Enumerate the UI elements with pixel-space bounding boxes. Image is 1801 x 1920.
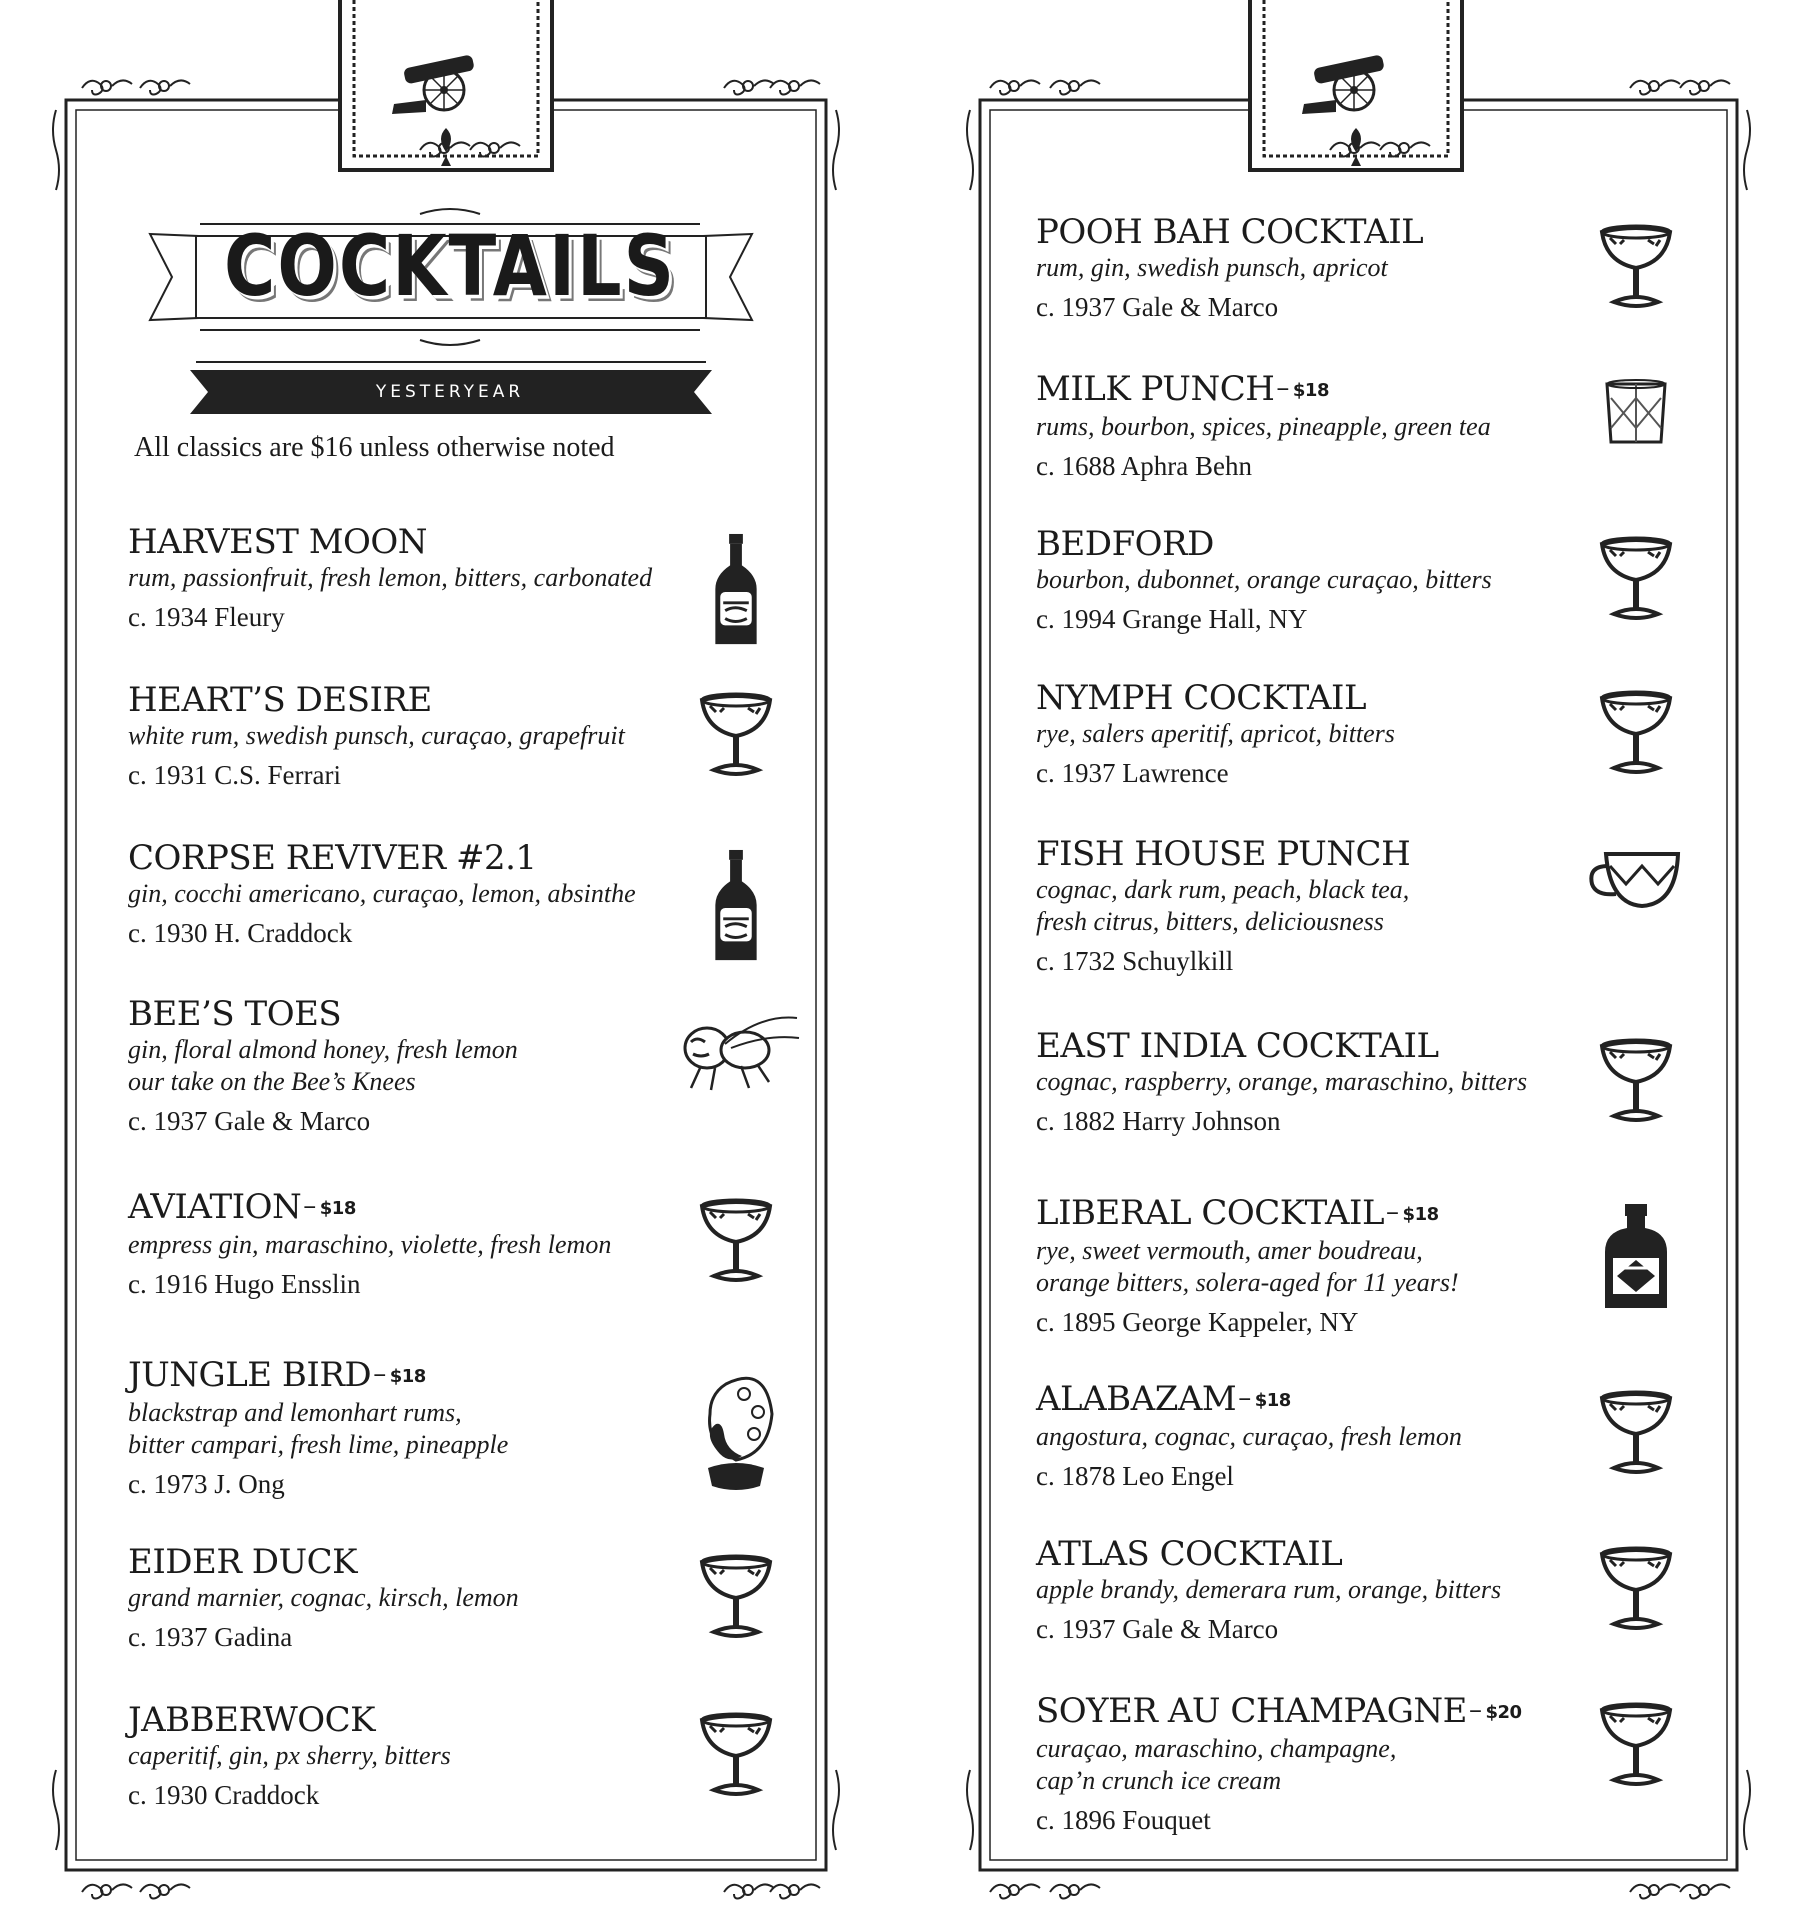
coupe-glass-icon: [1596, 1036, 1676, 1126]
cocktail-name-text: AVIATION: [128, 1187, 302, 1227]
coupe-glass-icon: [1596, 1544, 1676, 1634]
menu-item: [128, 1186, 611, 1301]
peacock-icon: [696, 1364, 776, 1494]
cocktail-price: $18: [1402, 1204, 1439, 1225]
cocktail-origin: c. 1937 Gale & Marco: [1036, 1614, 1279, 1644]
cocktail-ingredients: bitter campari, fresh lime, pineapple: [128, 1430, 509, 1459]
cocktail-price: $18: [319, 1198, 356, 1219]
cocktail-name: [128, 994, 518, 1034]
cocktail-name-text: MILK PUNCH: [1036, 369, 1275, 409]
cocktail-name: [1036, 834, 1410, 874]
cocktail-origin: c. 1973 J. Ong: [128, 1469, 285, 1499]
cocktail-name: [128, 1186, 611, 1229]
cocktail-ingredients: empress gin, maraschino, violette, fresh lemon: [128, 1230, 612, 1259]
cocktail-name-text: EIDER DUCK: [128, 1542, 358, 1582]
cocktail-ingredients: apple brandy, demerara rum, orange, bitters: [1036, 1575, 1502, 1604]
cocktail-name: [128, 680, 625, 720]
cocktail-ingredients: blackstrap and lemonhart rums,: [128, 1398, 462, 1427]
cocktail-ingredients: cognac, dark rum, peach, black tea,: [1036, 875, 1410, 904]
coupe-glass-icon: [1596, 222, 1676, 312]
cocktail-ingredients: gin, cocchi americano, curaçao, lemon, absinthe: [128, 879, 636, 908]
cocktail-name: [128, 1542, 519, 1582]
menu-item: [1036, 368, 1491, 483]
cocktail-name-text: LIBERAL COCKTAIL: [1036, 1193, 1385, 1233]
coupe-glass-icon: [1596, 688, 1676, 778]
cocktail-origin: c. 1937 Gadina: [128, 1622, 293, 1652]
cocktail-ingredients: white rum, swedish punsch, curaçao, grapefruit: [128, 721, 625, 750]
right-menu-page: [900, 0, 1801, 1920]
menu-item: [1036, 1690, 1522, 1837]
menu-item: [1036, 1026, 1527, 1138]
cocktail-name: [1036, 1534, 1501, 1574]
cocktail-ingredients: orange bitters, solera-aged for 11 years!: [1036, 1268, 1459, 1297]
price-dash: –: [1386, 1197, 1399, 1227]
coupe-glass-icon: [696, 1196, 776, 1286]
cocktail-origin: c. 1882 Harry Johnson: [1036, 1106, 1281, 1136]
cocktail-name-text: BEE’S TOES: [128, 994, 342, 1034]
coupe-glass-icon: [696, 690, 776, 780]
cocktail-ingredients: cap’n crunch ice cream: [1036, 1766, 1282, 1795]
cocktail-name: [1036, 1378, 1462, 1421]
cocktail-name-text: HARVEST MOON: [128, 522, 428, 562]
cocktail-name: [1036, 678, 1395, 718]
flask-bottle-icon: [1601, 1202, 1671, 1312]
cocktail-origin: c. 1732 Schuylkill: [1036, 946, 1234, 976]
cocktail-name-text: NYMPH COCKTAIL: [1036, 678, 1367, 718]
bee-icon: [671, 1004, 801, 1094]
cocktail-price: $18: [1292, 380, 1329, 401]
cocktail-name-text: JUNGLE BIRD: [128, 1355, 372, 1395]
menu-item: [1036, 1192, 1459, 1339]
coupe-glass-icon: [1596, 1700, 1676, 1790]
cocktail-ingredients: rum, passionfruit, fresh lemon, bitters, carbonated: [128, 563, 653, 592]
cocktail-name: [1036, 1192, 1459, 1235]
cocktail-origin: c. 1931 C.S. Ferrari: [128, 760, 341, 790]
cocktail-ingredients: rums, bourbon, spices, pineapple, green tea: [1036, 412, 1491, 441]
cocktail-ingredients: fresh citrus, bitters, deliciousness: [1036, 907, 1384, 936]
cocktail-name-text: EAST INDIA COCKTAIL: [1036, 1026, 1439, 1066]
cocktail-ingredients: our take on the Bee’s Knees: [128, 1067, 416, 1096]
cocktail-ingredients: cognac, raspberry, orange, maraschino, bitters: [1036, 1067, 1528, 1096]
cocktail-origin: c. 1930 Craddock: [128, 1780, 320, 1810]
cocktail-name: [128, 1700, 451, 1740]
cocktail-origin: c. 1994 Grange Hall, NY: [1036, 604, 1308, 634]
cocktail-origin: c. 1937 Gale & Marco: [128, 1106, 371, 1136]
cocktail-name: [1036, 524, 1492, 564]
cocktail-origin: c. 1916 Hugo Ensslin: [128, 1269, 361, 1299]
menu-item: [128, 1542, 519, 1654]
menu-item: [1036, 1534, 1501, 1646]
bottle-icon: [711, 532, 761, 650]
menu-item: [128, 1700, 451, 1812]
menu-item: [128, 522, 652, 634]
coupe-glass-icon: [1596, 1388, 1676, 1478]
cocktail-name: [128, 522, 652, 562]
cocktail-ingredients: bourbon, dubonnet, orange curaçao, bitters: [1036, 565, 1492, 594]
cocktail-ingredients: angostura, cognac, curaçao, fresh lemon: [1036, 1422, 1462, 1451]
cocktail-origin: c. 1934 Fleury: [128, 602, 285, 632]
cocktail-origin: c. 1937 Gale & Marco: [1036, 292, 1279, 322]
cocktail-ingredients: curaçao, maraschino, champagne,: [1036, 1734, 1397, 1763]
cocktail-name: [1036, 212, 1423, 252]
cocktail-name-text: POOH BAH COCKTAIL: [1036, 212, 1424, 252]
menu-item: [128, 838, 636, 950]
cocktail-origin: c. 1930 H. Craddock: [128, 918, 353, 948]
menu-title: COCKTAILS: [223, 216, 677, 316]
cocktail-ingredients: rum, gin, swedish punsch, apricot: [1036, 253, 1388, 282]
cocktail-ingredients: rye, sweet vermouth, amer boudreau,: [1036, 1236, 1423, 1265]
price-dash: –: [1238, 1383, 1251, 1413]
price-note: All classics are $16 unless otherwise noted: [134, 432, 615, 463]
cocktail-origin: c. 1896 Fouquet: [1036, 1805, 1211, 1835]
coupe-glass-icon: [1596, 534, 1676, 624]
menu-item: [1036, 524, 1492, 636]
menu-item: [128, 1354, 508, 1501]
cocktail-ingredients: gin, floral almond honey, fresh lemon: [128, 1035, 518, 1064]
cocktail-origin: c. 1878 Leo Engel: [1036, 1461, 1234, 1491]
cocktail-price: $18: [1254, 1390, 1291, 1411]
cocktail-ingredients: grand marnier, cognac, kirsch, lemon: [128, 1583, 519, 1612]
cocktail-price: $20: [1485, 1702, 1522, 1723]
cocktail-origin: c. 1688 Aphra Behn: [1036, 451, 1252, 481]
menu-item: [128, 680, 625, 792]
cocktail-name-text: SOYER AU CHAMPAGNE: [1036, 1691, 1467, 1731]
cocktail-name: [1036, 1026, 1527, 1066]
coupe-glass-icon: [696, 1710, 776, 1800]
price-dash: –: [1276, 373, 1289, 403]
cocktail-name-text: ALABAZAM: [1036, 1379, 1237, 1419]
cocktail-name-text: ATLAS COCKTAIL: [1036, 1534, 1343, 1574]
cocktail-name-text: HEART’S DESIRE: [128, 680, 432, 720]
cocktail-name: [128, 838, 636, 878]
cocktail-price: $18: [389, 1366, 426, 1387]
cocktail-name-text: JABBERWOCK: [128, 1700, 376, 1740]
menu-item: [1036, 212, 1423, 324]
menu-item: [1036, 678, 1395, 790]
cocktail-name-text: FISH HOUSE PUNCH: [1036, 834, 1411, 874]
menu-subtitle: YESTERYEAR: [375, 382, 525, 402]
menu-item: [128, 994, 518, 1138]
price-dash: –: [1468, 1695, 1482, 1725]
cocktail-name: [128, 1354, 508, 1397]
menu-item: [1036, 834, 1410, 978]
cocktail-origin: c. 1895 George Kappeler, NY: [1036, 1307, 1359, 1337]
menu-item: [1036, 1378, 1462, 1493]
coupe-glass-icon: [696, 1552, 776, 1642]
rocks-glass-icon: [1601, 378, 1671, 448]
cocktail-ingredients: rye, salers aperitif, apricot, bitters: [1036, 719, 1395, 748]
cocktail-name: [1036, 1690, 1522, 1733]
cocktail-name-text: BEDFORD: [1036, 524, 1214, 564]
price-dash: –: [373, 1359, 386, 1389]
cocktail-name-text: CORPSE REVIVER #2.1: [128, 838, 537, 878]
cocktail-name: [1036, 368, 1491, 411]
cocktail-origin: c. 1937 Lawrence: [1036, 758, 1229, 788]
left-menu-page: [0, 0, 900, 1920]
bottle-icon: [711, 848, 761, 966]
cocktail-ingredients: caperitif, gin, px sherry, bitters: [128, 1741, 451, 1770]
price-dash: –: [303, 1191, 316, 1221]
punch-cup-icon: [1586, 844, 1686, 914]
